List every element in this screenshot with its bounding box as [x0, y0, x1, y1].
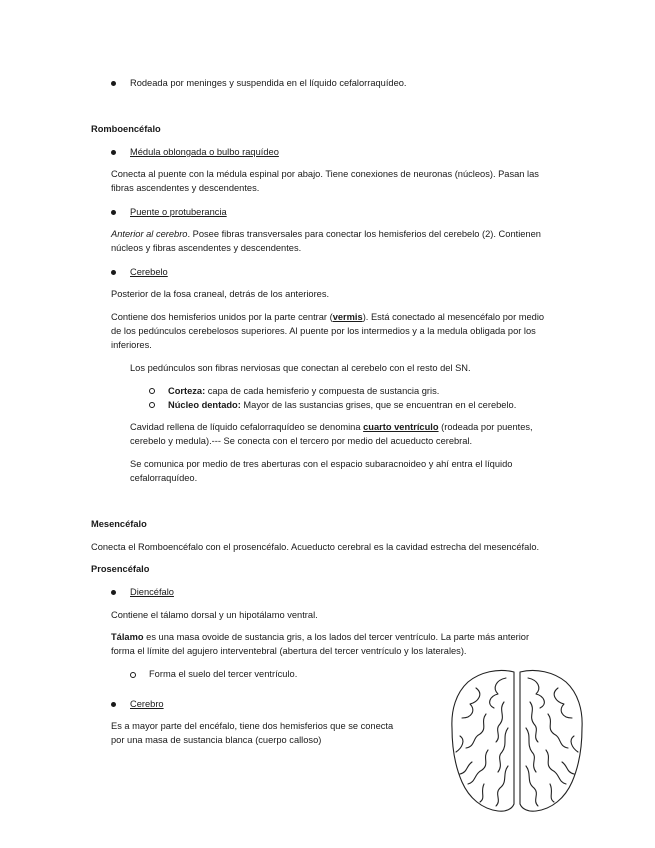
bold-text: Tálamo	[111, 632, 144, 642]
italic-text: Anterior al cerebro	[111, 229, 188, 239]
heading-mesencefalo: Mesencéfalo	[91, 519, 147, 529]
text-line: por una masa de sustancia blanca (cuerpo calloso)	[111, 735, 322, 745]
text-span: Mayor de las sustancias grises, que se encuentran en el cerebelo.	[240, 400, 517, 410]
hemisferios-paragraph	[111, 310, 561, 352]
mesencefalo-paragraph: Conecta el Romboencéfalo con el prosencéfalo. Acueducto cerebral es la cavidad estrecha del mesencéfalo.	[91, 542, 540, 552]
medula-paragraph	[111, 167, 561, 195]
bold-text: vermis	[332, 312, 363, 322]
text-span: Contiene dos hemisferios unidos por la parte centrar (	[111, 312, 333, 322]
text-line: cefalorraquídeo.	[130, 473, 198, 483]
circle-bullet	[149, 388, 155, 394]
text-line: inferiores.	[111, 340, 152, 350]
subheading-puente: Puente o protuberancia	[130, 207, 227, 217]
suelo-item: Forma el suelo del tercer ventrículo.	[149, 669, 298, 679]
bullet-dot	[111, 590, 116, 595]
bullet-dot	[111, 210, 116, 215]
bullet-dot	[111, 702, 116, 707]
circle-bullet	[130, 672, 136, 678]
bullet-dot	[111, 150, 116, 155]
text-line: núcleos y fibras ascendentes y descendentes.	[111, 243, 302, 253]
comunica-paragraph	[130, 457, 560, 485]
circle-bullet	[149, 402, 155, 408]
text-line: cerebelo y medula).--- Se conecta con el tercero por medio del acueducto cerebral.	[130, 436, 473, 446]
text-line: Es a mayor parte del encéfalo, tiene dos hemisferios que se conecta	[111, 721, 394, 731]
puente-paragraph	[111, 227, 561, 255]
text-line: Se comunica por medio de tres aberturas con el espacio subaracnoideo y ahí entra el líquido	[130, 459, 513, 469]
subheading-cerebelo: Cerebelo	[130, 267, 168, 277]
subheading-cerebro: Cerebro	[130, 699, 164, 709]
talamo-paragraph	[111, 630, 561, 658]
text-span: . Posee fibras transversales para conectar los hemisferios del cerebelo (2). Contienen	[187, 229, 541, 239]
text-span: (rodeada por puentes,	[438, 422, 533, 432]
nucleo-item	[168, 398, 516, 412]
pedunculos-paragraph: Los pedúnculos son fibras nerviosas que conectan al cerebelo con el resto del SN.	[130, 363, 471, 373]
text-line: forma el límite del agujero interventebral (abertura del tercer ventrículo y los laterales).	[111, 646, 467, 656]
bold-text: Núcleo dentado:	[168, 400, 241, 410]
brain-illustration	[446, 666, 588, 814]
subheading-diencefalo: Diencéfalo	[130, 587, 174, 597]
text-line	[111, 310, 561, 324]
subheading-medula: Médula oblongada o bulbo raquídeo	[130, 147, 279, 157]
text-line: fibras ascendentes y descendentes.	[111, 183, 260, 193]
text-line	[111, 630, 561, 644]
bullet-dot	[111, 81, 116, 86]
heading-prosencefalo: Prosencéfalo	[91, 564, 150, 574]
text-line: Conecta al puente con la médula espinal por abajo. Tiene conexiones de neuronas (núcleos). Pasan las	[111, 169, 539, 179]
cerebro-paragraph	[111, 719, 431, 747]
text-span: Cavidad rellena de líquido cefalorraquídeo se denomina	[130, 422, 364, 432]
text-line: de los pedúnculos cerebelosos superiores. Al puente por los intermedios y a la medula obligada por los	[111, 326, 536, 336]
intro-bullet-text: Rodeada por meninges y suspendida en el líquido cefalorraquídeo.	[130, 78, 407, 88]
bold-text: cuarto ventrículo	[363, 422, 439, 432]
text-span: es una masa ovoide de sustancia gris, a los lados del tercer ventrículo. La parte más anterior	[143, 632, 530, 642]
bold-text: Corteza:	[168, 386, 206, 396]
text-line	[111, 227, 561, 241]
diencefalo-paragraph: Contiene el tálamo dorsal y un hipotálamo ventral.	[111, 610, 318, 620]
heading-romboencefalo: Romboencéfalo	[91, 124, 161, 134]
cerebelo-paragraph: Posterior de la fosa craneal, detrás de los anteriores.	[111, 289, 330, 299]
corteza-item	[168, 384, 439, 398]
text-line	[130, 420, 560, 434]
bullet-dot	[111, 270, 116, 275]
cavidad-paragraph	[130, 420, 560, 448]
text-span: ). Está conectado al mesencéfalo por medio	[362, 312, 545, 322]
text-span: capa de cada hemisferio y compuesta de sustancia gris.	[205, 386, 440, 396]
